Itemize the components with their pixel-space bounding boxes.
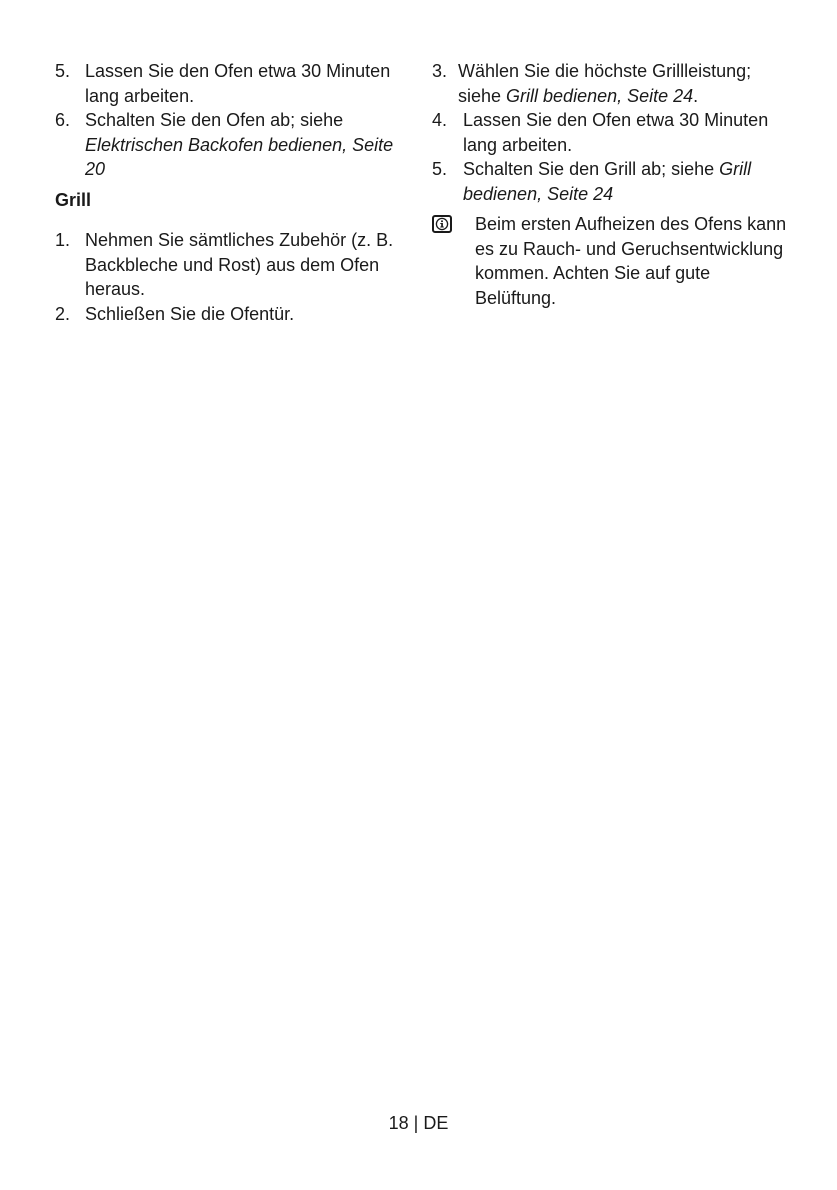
language-code: DE: [423, 1113, 449, 1133]
step-3-right: [432, 59, 792, 108]
step-number: 3.: [432, 61, 448, 81]
step-text: Nehmen Sie sämtliches Zubehör (z. B. Backbleche und Rost) aus dem Ofen heraus.: [85, 230, 394, 299]
info-note: [432, 212, 792, 310]
step-number: 1.: [55, 230, 71, 250]
step-number: 6.: [55, 110, 71, 130]
step-text: [85, 108, 410, 182]
step-text: [458, 59, 792, 108]
step-text-main: Schalten Sie den Grill ab; siehe: [463, 159, 720, 179]
step-5-left: [55, 59, 410, 108]
info-text: Beim ersten Aufheizen des Ofens kann es zu Rauch- und Geruchsentwicklung kommen. Achten Sie auf gute Belüftung.: [475, 214, 787, 308]
step-1-left: [55, 228, 410, 302]
step-5-right: [432, 157, 792, 206]
step-text: Lassen Sie den Ofen etwa 30 Minuten lang arbeiten.: [463, 110, 769, 155]
step-number: 5.: [55, 61, 71, 81]
step-number: 5.: [432, 159, 448, 179]
right-column: [432, 59, 792, 310]
step-text: [463, 157, 792, 206]
page-footer: [0, 1111, 837, 1135]
section-heading-grill: Grill: [55, 189, 92, 210]
cross-reference: Elektrischen Backofen bedienen, Seite 20: [85, 134, 394, 179]
step-text: Lassen Sie den Ofen etwa 30 Minuten lang arbeiten.: [85, 61, 391, 106]
step-number: 4.: [432, 110, 448, 130]
cross-reference: Grill bedienen, Seite 24: [463, 159, 752, 204]
cross-reference: Grill bedienen, Seite 24: [506, 85, 694, 106]
step-6-left: [55, 108, 410, 182]
footer-separator: |: [413, 1113, 419, 1133]
page-number: 18: [388, 1113, 409, 1133]
step-4-right: [432, 108, 792, 157]
step-text-main: Schalten Sie den Ofen ab; siehe: [85, 110, 344, 130]
left-column: [55, 59, 410, 326]
step-text-main: Wählen Sie die höchste Grillleistung; siehe: [458, 61, 752, 106]
step-text: Schließen Sie die Ofentür.: [85, 303, 295, 324]
info-icon: [432, 215, 452, 233]
step-2-left: [55, 302, 410, 327]
step-text-tail: .: [693, 85, 699, 106]
step-number: 2.: [55, 303, 71, 324]
